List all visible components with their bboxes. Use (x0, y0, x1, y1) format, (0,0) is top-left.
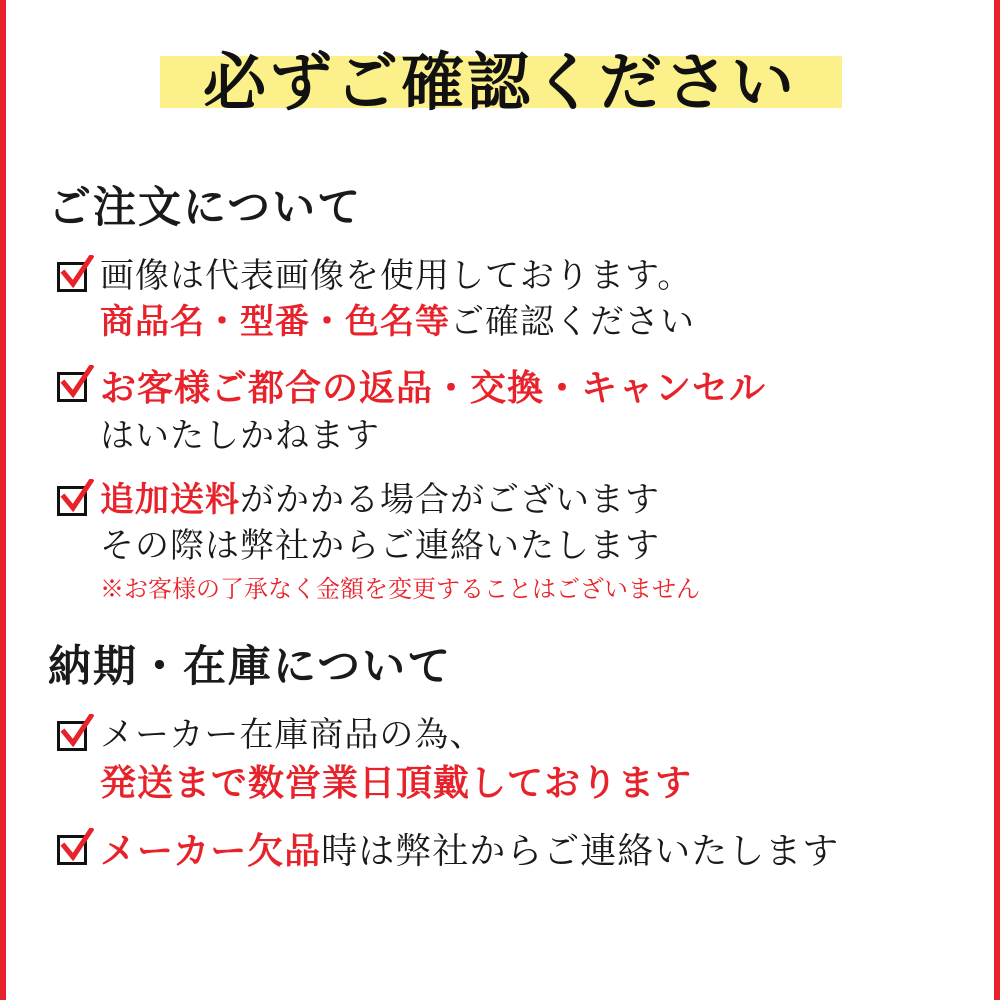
page-title: 必ずご確認ください (203, 45, 797, 119)
checkbox-checked-icon (54, 481, 94, 521)
text-run: 画像は代表画像を使用しております。 (100, 256, 693, 296)
text-run: がかかる場合がございます (240, 480, 660, 520)
list-item-text (100, 253, 960, 345)
text-line (100, 413, 960, 459)
list-item (54, 253, 960, 345)
text-line (100, 826, 960, 877)
notice-content (6, 0, 994, 1000)
text-run: メーカー在庫商品の為、 (100, 715, 485, 755)
checkbox-checked-icon (54, 367, 94, 407)
section-delivery (40, 633, 960, 877)
text-run: 時は弊社からご連絡いたします (321, 831, 840, 872)
list-item (54, 363, 960, 459)
text-run: はいたしかねます (100, 416, 380, 456)
page-title-block (40, 34, 960, 130)
text-line (100, 712, 960, 758)
list-item (54, 712, 960, 808)
section-heading-delivery: 納期・在庫について (48, 642, 453, 692)
list-item-text (100, 363, 960, 459)
section-heading-order: ご注文について (48, 183, 363, 233)
text-run-red: 発送まで数営業日頂戴しております (100, 762, 693, 804)
checkbox-checked-icon (54, 257, 94, 297)
list-item-text (100, 712, 960, 808)
text-line (100, 363, 960, 413)
text-run-red: 追加送料 (100, 480, 240, 520)
text-line (100, 477, 960, 523)
list-item (54, 477, 960, 607)
section-order (40, 174, 960, 607)
checkbox-checked-icon (54, 716, 94, 756)
list-item (54, 826, 960, 877)
text-run: その際は弊社からご連絡いたします (100, 526, 660, 566)
text-line (100, 253, 960, 299)
text-run: ご確認ください (450, 302, 695, 342)
text-run-red: 商品名・型番・色名等 (100, 302, 450, 342)
list-item-text (100, 826, 960, 877)
list-item-text (100, 477, 960, 607)
text-run-red: お客様ご都合の返品・交換・キャンセル (100, 367, 767, 409)
checkbox-checked-icon (54, 830, 94, 870)
text-line (100, 758, 960, 808)
text-line (100, 299, 960, 345)
footnote: ※お客様の了承なく金額を変更することはございません (100, 575, 700, 603)
text-run-red: メーカー欠品 (100, 830, 322, 872)
text-line (100, 523, 960, 569)
